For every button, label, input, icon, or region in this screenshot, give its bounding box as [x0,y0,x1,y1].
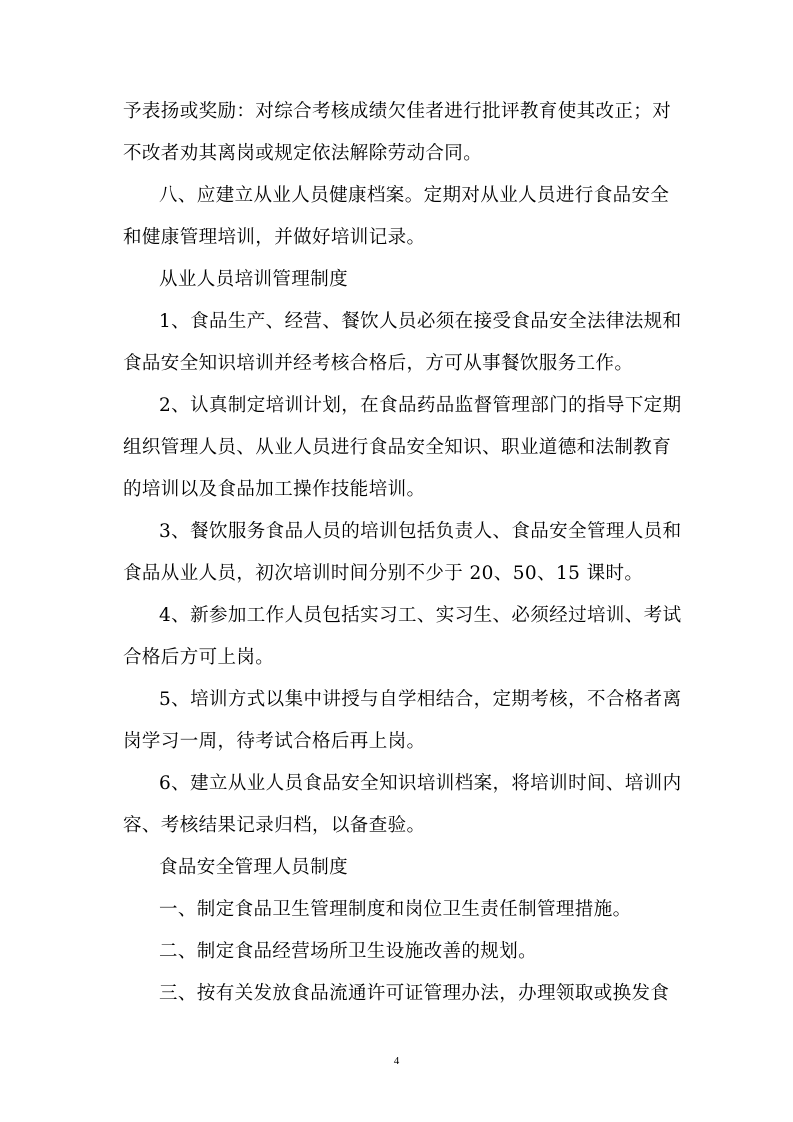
section-heading: 食品安全管理人员制度 [159,857,349,878]
text-line: 二、制定食品经营场所卫生设施改善的规划。 [159,941,538,962]
text-line: 5、培训方式以集中讲授与自学相结合，定期考核，不合格者离 [159,689,682,710]
section-heading: 从业人员培训管理制度 [159,269,349,290]
text-line: 组织管理人员、从业人员进行食品安全知识、职业道德和法制教育 [123,437,672,458]
text-line: 和健康管理培训，并做好培训记录。 [123,227,426,248]
text-line: 6、建立从业人员食品安全知识培训档案，将培训时间、培训内 [159,773,682,794]
text-line: 不改者劝其离岗或规定依法解除劳动合同。 [123,143,483,164]
text-line: 1、食品生产、经营、餐饮人员必须在接受食品安全法律法规和 [159,311,682,332]
text-line: 容、考核结果记录归档，以备查验。 [123,815,426,836]
text-line: 八、应建立从业人员健康档案。定期对从业人员进行食品安全 [159,185,670,206]
text-line: 予表扬或奖励：对综合考核成绩欠佳者进行批评教育使其改正；对 [123,101,672,122]
text-line: 合格后方可上岗。 [123,647,275,668]
text-line: 4、新参加工作人员包括实习工、实习生、必须经过培训、考试 [159,605,682,626]
text-line: 2、认真制定培训计划，在食品药品监督管理部门的指导下定期 [159,395,682,416]
text-line: 三、按有关发放食品流通许可证管理办法，办理领取或换发食 [159,983,670,1004]
text-line: 一、制定食品卫生管理制度和岗位卫生责任制管理措施。 [159,899,632,920]
page-number: 4 [393,1055,400,1067]
text-line: 食品从业人员，初次培训时间分别不少于 20、50、15 课时。 [123,563,644,584]
text-line: 食品安全知识培训并经考核合格后，方可从事餐饮服务工作。 [123,353,634,374]
text-line: 岗学习一周，待考试合格后再上岗。 [123,731,426,752]
text-line: 3、餐饮服务食品人员的培训包括负责人、食品安全管理人员和 [159,521,682,542]
text-line: 的培训以及食品加工操作技能培训。 [123,479,426,500]
